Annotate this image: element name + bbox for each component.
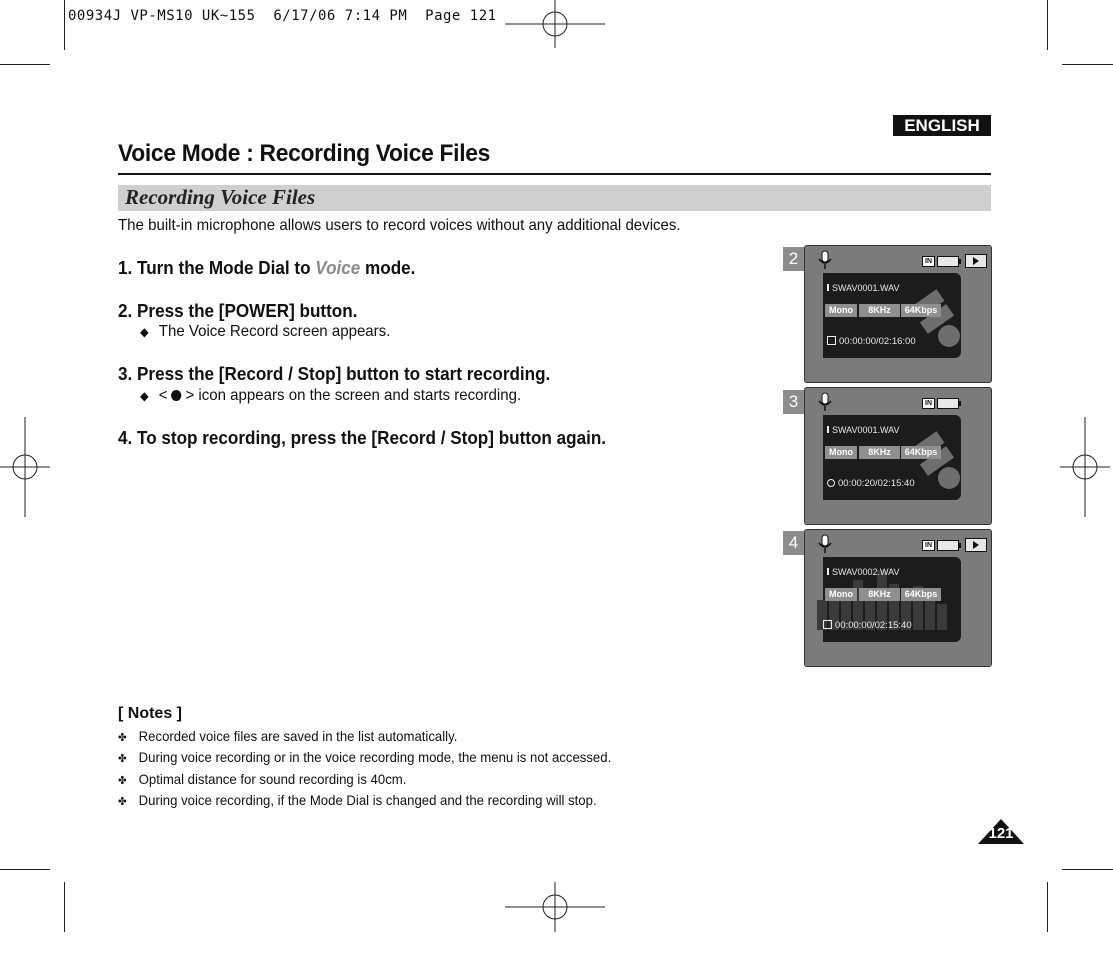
print-slug: 00934J VP-MS10 UK~155 6/17/06 7:14 PM Page 121 — [68, 8, 497, 24]
bitrate-chip: 64Kbps — [901, 304, 941, 317]
title-rule — [118, 173, 991, 175]
step-3-sub-after: > icon appears on the screen and starts recording. — [185, 387, 522, 404]
mode-chip: Mono — [825, 588, 857, 601]
file-name: SWAV0001.WAV — [827, 425, 900, 435]
note-bullet-icon: ✤ — [118, 796, 127, 808]
step-1-text-after: mode. — [360, 258, 416, 278]
step-2-sub-text: The Voice Record screen appears. — [158, 323, 391, 340]
language-badge: ENGLISH — [893, 115, 991, 136]
rate-chip: 8KHz — [859, 446, 900, 459]
stop-icon — [823, 620, 832, 629]
step-1 — [118, 258, 415, 279]
time-readout: 00:00:00/02:16:00 — [827, 336, 916, 347]
file-name: SWAV0002.WAV — [827, 567, 900, 577]
diamond-bullet-icon: ◆ — [140, 325, 149, 339]
step-4-number: 4. — [118, 428, 133, 448]
play-icon — [965, 538, 987, 552]
internal-memory-icon: IN — [922, 398, 935, 409]
note-bullet-icon: ✤ — [118, 732, 127, 744]
intro-text: The built-in microphone allows users to record voices without any additional devices. — [118, 217, 681, 234]
step-3-sub — [140, 387, 521, 405]
mode-chip: Mono — [825, 304, 857, 317]
note-bullet-icon: ✤ — [118, 753, 127, 765]
microphone-icon — [817, 250, 833, 270]
microphone-icon — [817, 534, 833, 554]
page-number: 121 — [988, 825, 1014, 842]
file-name: SWAV0001.WAV — [827, 283, 900, 293]
step-1-number: 1. — [118, 258, 133, 278]
note-bullet-icon: ✤ — [118, 775, 127, 787]
battery-icon — [937, 398, 959, 409]
battery-icon — [937, 256, 959, 267]
time-readout: 00:00:20/02:15:40 — [827, 478, 915, 489]
step-1-highlight: Voice — [315, 258, 361, 278]
step-4 — [118, 428, 606, 449]
step-2-number: 2. — [118, 301, 133, 321]
step-3-number: 3. — [118, 364, 133, 384]
note-item: ✤ Optimal distance for sound recording is 40cm. — [118, 771, 407, 787]
step-2-sub — [140, 323, 390, 341]
diamond-bullet-icon: ◆ — [140, 389, 149, 403]
step-3 — [118, 364, 550, 385]
screen-3 — [804, 387, 992, 525]
play-icon — [965, 254, 987, 268]
step-3-text: Press the [Record / Stop] button to start recording. — [137, 364, 551, 384]
note-item: ✤ During voice recording, if the Mode Dial is changed and the recording will stop. — [118, 792, 597, 808]
internal-memory-icon: IN — [922, 540, 935, 551]
internal-memory-icon: IN — [922, 256, 935, 267]
bitrate-chip: 64Kbps — [901, 446, 941, 459]
step-2-text: Press the [POWER] button. — [137, 301, 358, 321]
time-readout: 00:00:00/02:15:40 — [823, 620, 912, 631]
rate-chip: 8KHz — [859, 588, 900, 601]
record-dot-icon — [171, 390, 181, 401]
screen-4 — [804, 529, 992, 667]
note-item: ✤ During voice recording or in the voice recording mode, the menu is not accessed. — [118, 749, 612, 765]
mode-chip: Mono — [825, 446, 857, 459]
step-3-sub-before: < — [158, 387, 168, 404]
battery-icon — [937, 540, 959, 551]
bitrate-chip: 64Kbps — [901, 588, 941, 601]
step-4-text: To stop recording, press the [Record / Stop] button again. — [137, 428, 607, 448]
microphone-icon — [817, 392, 833, 412]
step-2 — [118, 301, 357, 322]
step-1-text-before: Turn the Mode Dial to — [137, 258, 316, 278]
section-title: Recording Voice Files — [125, 185, 316, 209]
page-title: Voice Mode : Recording Voice Files — [118, 140, 491, 167]
screen-3-tab: 3 — [783, 390, 804, 414]
note-item: ✤ Recorded voice files are saved in the list automatically. — [118, 728, 458, 744]
screen-2 — [804, 245, 992, 383]
rate-chip: 8KHz — [859, 304, 900, 317]
screen-2-tab: 2 — [783, 247, 804, 271]
recording-icon — [827, 479, 835, 487]
notes-heading: [ Notes ] — [118, 705, 182, 722]
screen-4-tab: 4 — [783, 531, 804, 555]
stop-icon — [827, 336, 836, 345]
